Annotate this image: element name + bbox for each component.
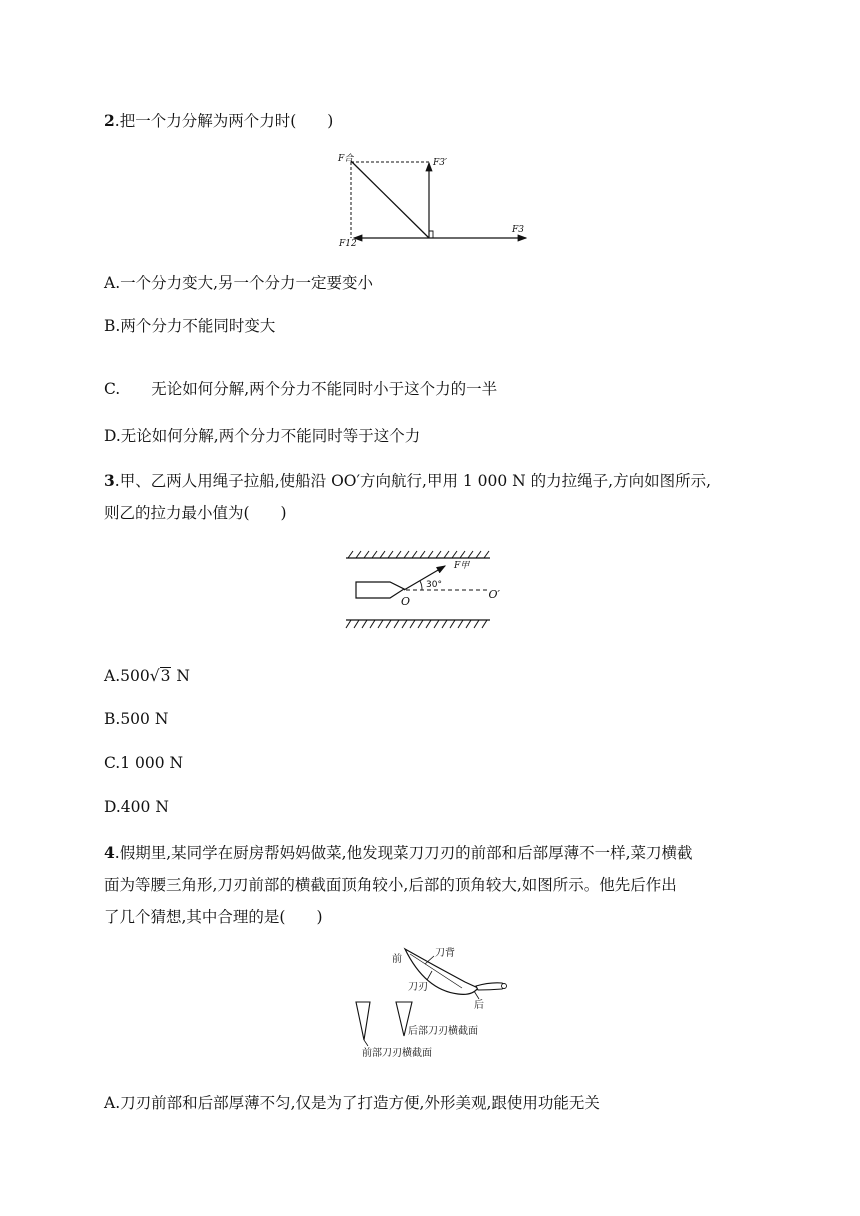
q2-number: 2 xyxy=(104,111,115,130)
label-o: O xyxy=(401,595,411,608)
label-rear-section: 后部刀刃横截面 xyxy=(408,1026,478,1037)
knife-handle xyxy=(476,983,504,990)
q3-stem-line2: 则乙的拉力最小值为( ) xyxy=(104,504,287,522)
q3-option-d: D.400 N xyxy=(104,798,169,816)
label-front-section: 前部刀刃横截面 xyxy=(362,1048,432,1059)
label-f3: F3 xyxy=(512,225,524,235)
q3-boat-diagram xyxy=(340,548,500,634)
q4-stem-line2: 面为等腰三角形,刀刃前部的横截面顶角较小,后部的顶角较大,如图所示。他先后作出 xyxy=(104,876,677,894)
label-edge: 刀刃 xyxy=(408,982,428,993)
q3-option-c: C.1 000 N xyxy=(104,754,184,772)
boat-shape xyxy=(356,582,404,598)
q2-option-d: D.无论如何分解,两个分力不能同时等于这个力 xyxy=(104,427,421,445)
label-angle: 30° xyxy=(426,580,442,590)
label-o-prime: O′ xyxy=(488,588,500,601)
sqrt-expression: √3 xyxy=(149,667,171,685)
label-f3-prime: F3′ xyxy=(433,158,448,168)
q2-stem: 2.把一个力分解为两个力时( ) xyxy=(104,111,334,130)
q2-option-b: B.两个分力不能同时变大 xyxy=(104,317,276,335)
front-cross-section xyxy=(356,1002,370,1040)
angle-arc xyxy=(420,581,422,590)
q2-option-a: A.一个分力变大,另一个分力一定要变小 xyxy=(104,274,374,292)
q3-option-b: B.500 N xyxy=(104,710,169,728)
q3-option-a: A.500√3 N xyxy=(104,667,190,685)
resultant-line xyxy=(351,161,429,238)
right-angle-mark xyxy=(429,231,433,238)
q2-option-c: C. 无论如何分解,两个分力不能同时小于这个力的一半 xyxy=(104,380,498,398)
label-fhe: F合 xyxy=(338,154,354,164)
q4-stem-line3: 了几个猜想,其中合理的是( ) xyxy=(104,908,323,926)
q4-number: 4 xyxy=(104,843,115,862)
q4-knife-diagram xyxy=(350,944,520,1064)
label-f-jia: F甲 xyxy=(454,561,470,571)
q3-stem-line1: 3.甲、乙两人用绳子拉船,使船沿 OO′方向航行,甲用 1 000 N 的力拉绳子,方向如图所示, xyxy=(104,471,712,490)
label-rear: 后 xyxy=(474,1000,484,1011)
label-knife-back: 刀背 xyxy=(435,948,455,959)
q3-number: 3 xyxy=(104,471,115,490)
label-f12: F12 xyxy=(339,239,357,249)
q4-stem-line1: 4.假期里,某同学在厨房帮妈妈做菜,他发现菜刀刀刃的前部和后部厚薄不一样,菜刀横截 xyxy=(104,843,693,862)
label-front: 前 xyxy=(392,954,402,965)
q2-force-diagram xyxy=(336,150,536,250)
q4-option-a: A.刀刃前部和后部厚薄不匀,仅是为了打造方便,外形美观,跟使用功能无关 xyxy=(104,1094,600,1112)
